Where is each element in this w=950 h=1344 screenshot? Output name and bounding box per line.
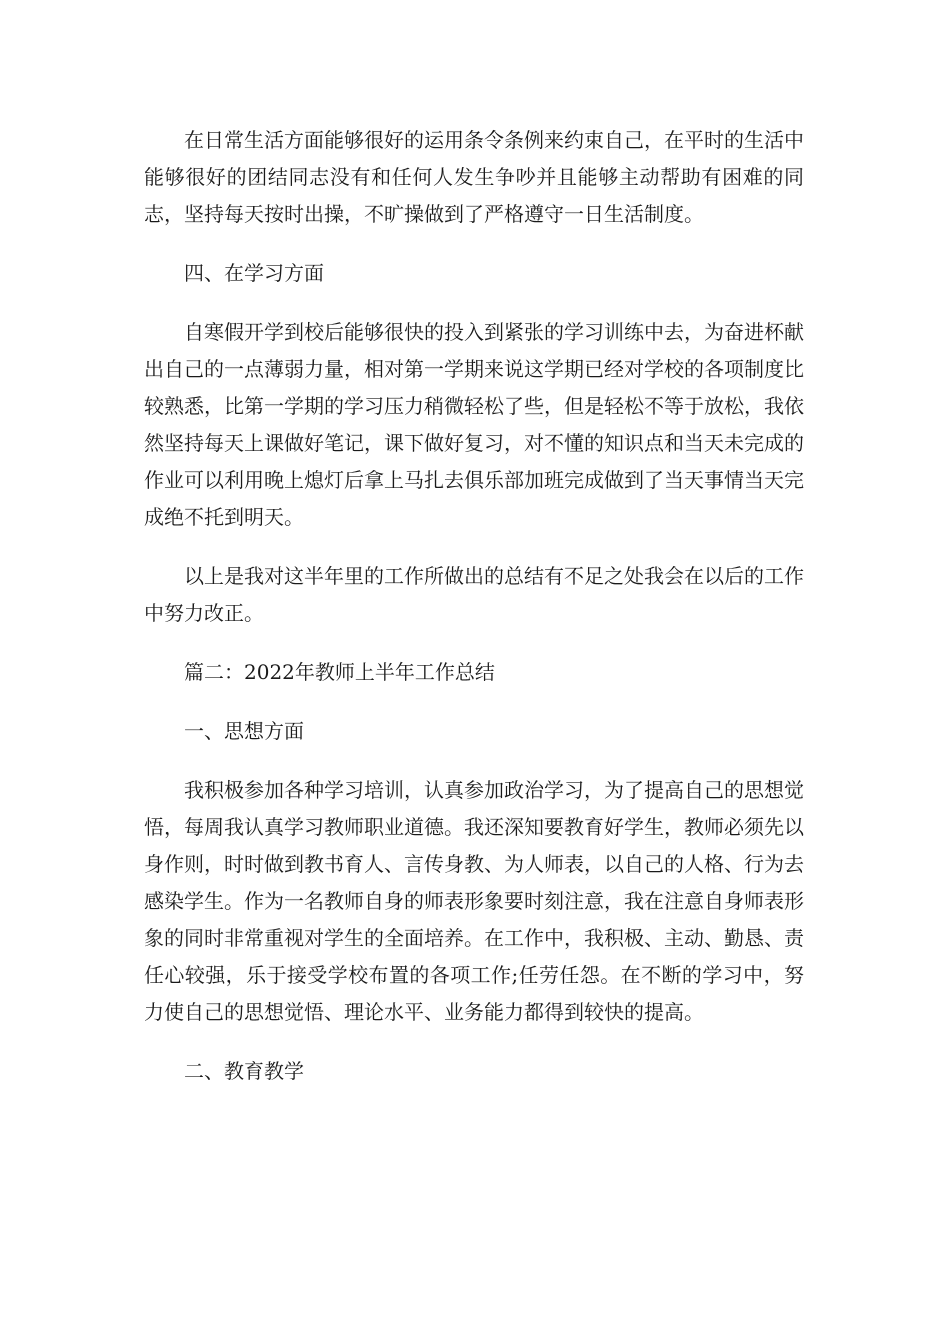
paragraph-conclusion: 以上是我对这半年里的工作所做出的总结有不足之处我会在以后的工作中努力改正。 xyxy=(144,564,804,625)
paragraph-study: 自寒假开学到校后能够很快的投入到紧张的学习训练中去，为奋进杯献出自己的一点薄弱力量，相对第一学期来说这学期已经对学校的各项制度比较熟悉，比第一学期的学习压力稍微轻松了些，但是轻松不等于放松，我依然坚持每天上课做好笔记，课下做好复习，对不懂的知识点和当天未完成的作业可以利用晚上熄灯后拿上马扎去俱乐部加班完成做到了当天事情当天完成绝不托到明天。 xyxy=(144,320,804,529)
paragraph-thought: 我积极参加各种学习培训，认真参加政治学习，为了提高自己的思想觉悟，每周我认真学习教师职业道德。我还深知要教育好学生，教师必须先以身作则，时时做到教书育人、言传身教、为人师表，以自己的人格、行为去感染学生。作为一名教师自身的师表形象要时刻注意，我在注意自身师表形象的同时非常重视对学生的全面培养。在工作中，我积极、主动、勤恳、责任心较强，乐于接受学校布置的各项工作;任劳任怨。在不断的学习中，努力使自己的思想觉悟、理论水平、业务能力都得到较快的提高。 xyxy=(144,778,804,1024)
paragraph-daily-life: 在日常生活方面能够很好的运用条令条例来约束自己，在平时的生活中能够很好的团结同志没有和任何人发生争吵并且能够主动帮助有困难的同志，坚持每天按时出操，不旷操做到了严格遵守一日生活制度。 xyxy=(144,128,804,226)
document-body xyxy=(144,122,804,1112)
section-heading-thought: 一、思想方面 xyxy=(184,719,304,743)
article-title-part-two: 篇二：2022年教师上半年工作总结 xyxy=(184,660,495,684)
section-heading-study: 四、在学习方面 xyxy=(184,261,324,285)
section-heading-teaching: 二、教育教学 xyxy=(184,1059,304,1083)
